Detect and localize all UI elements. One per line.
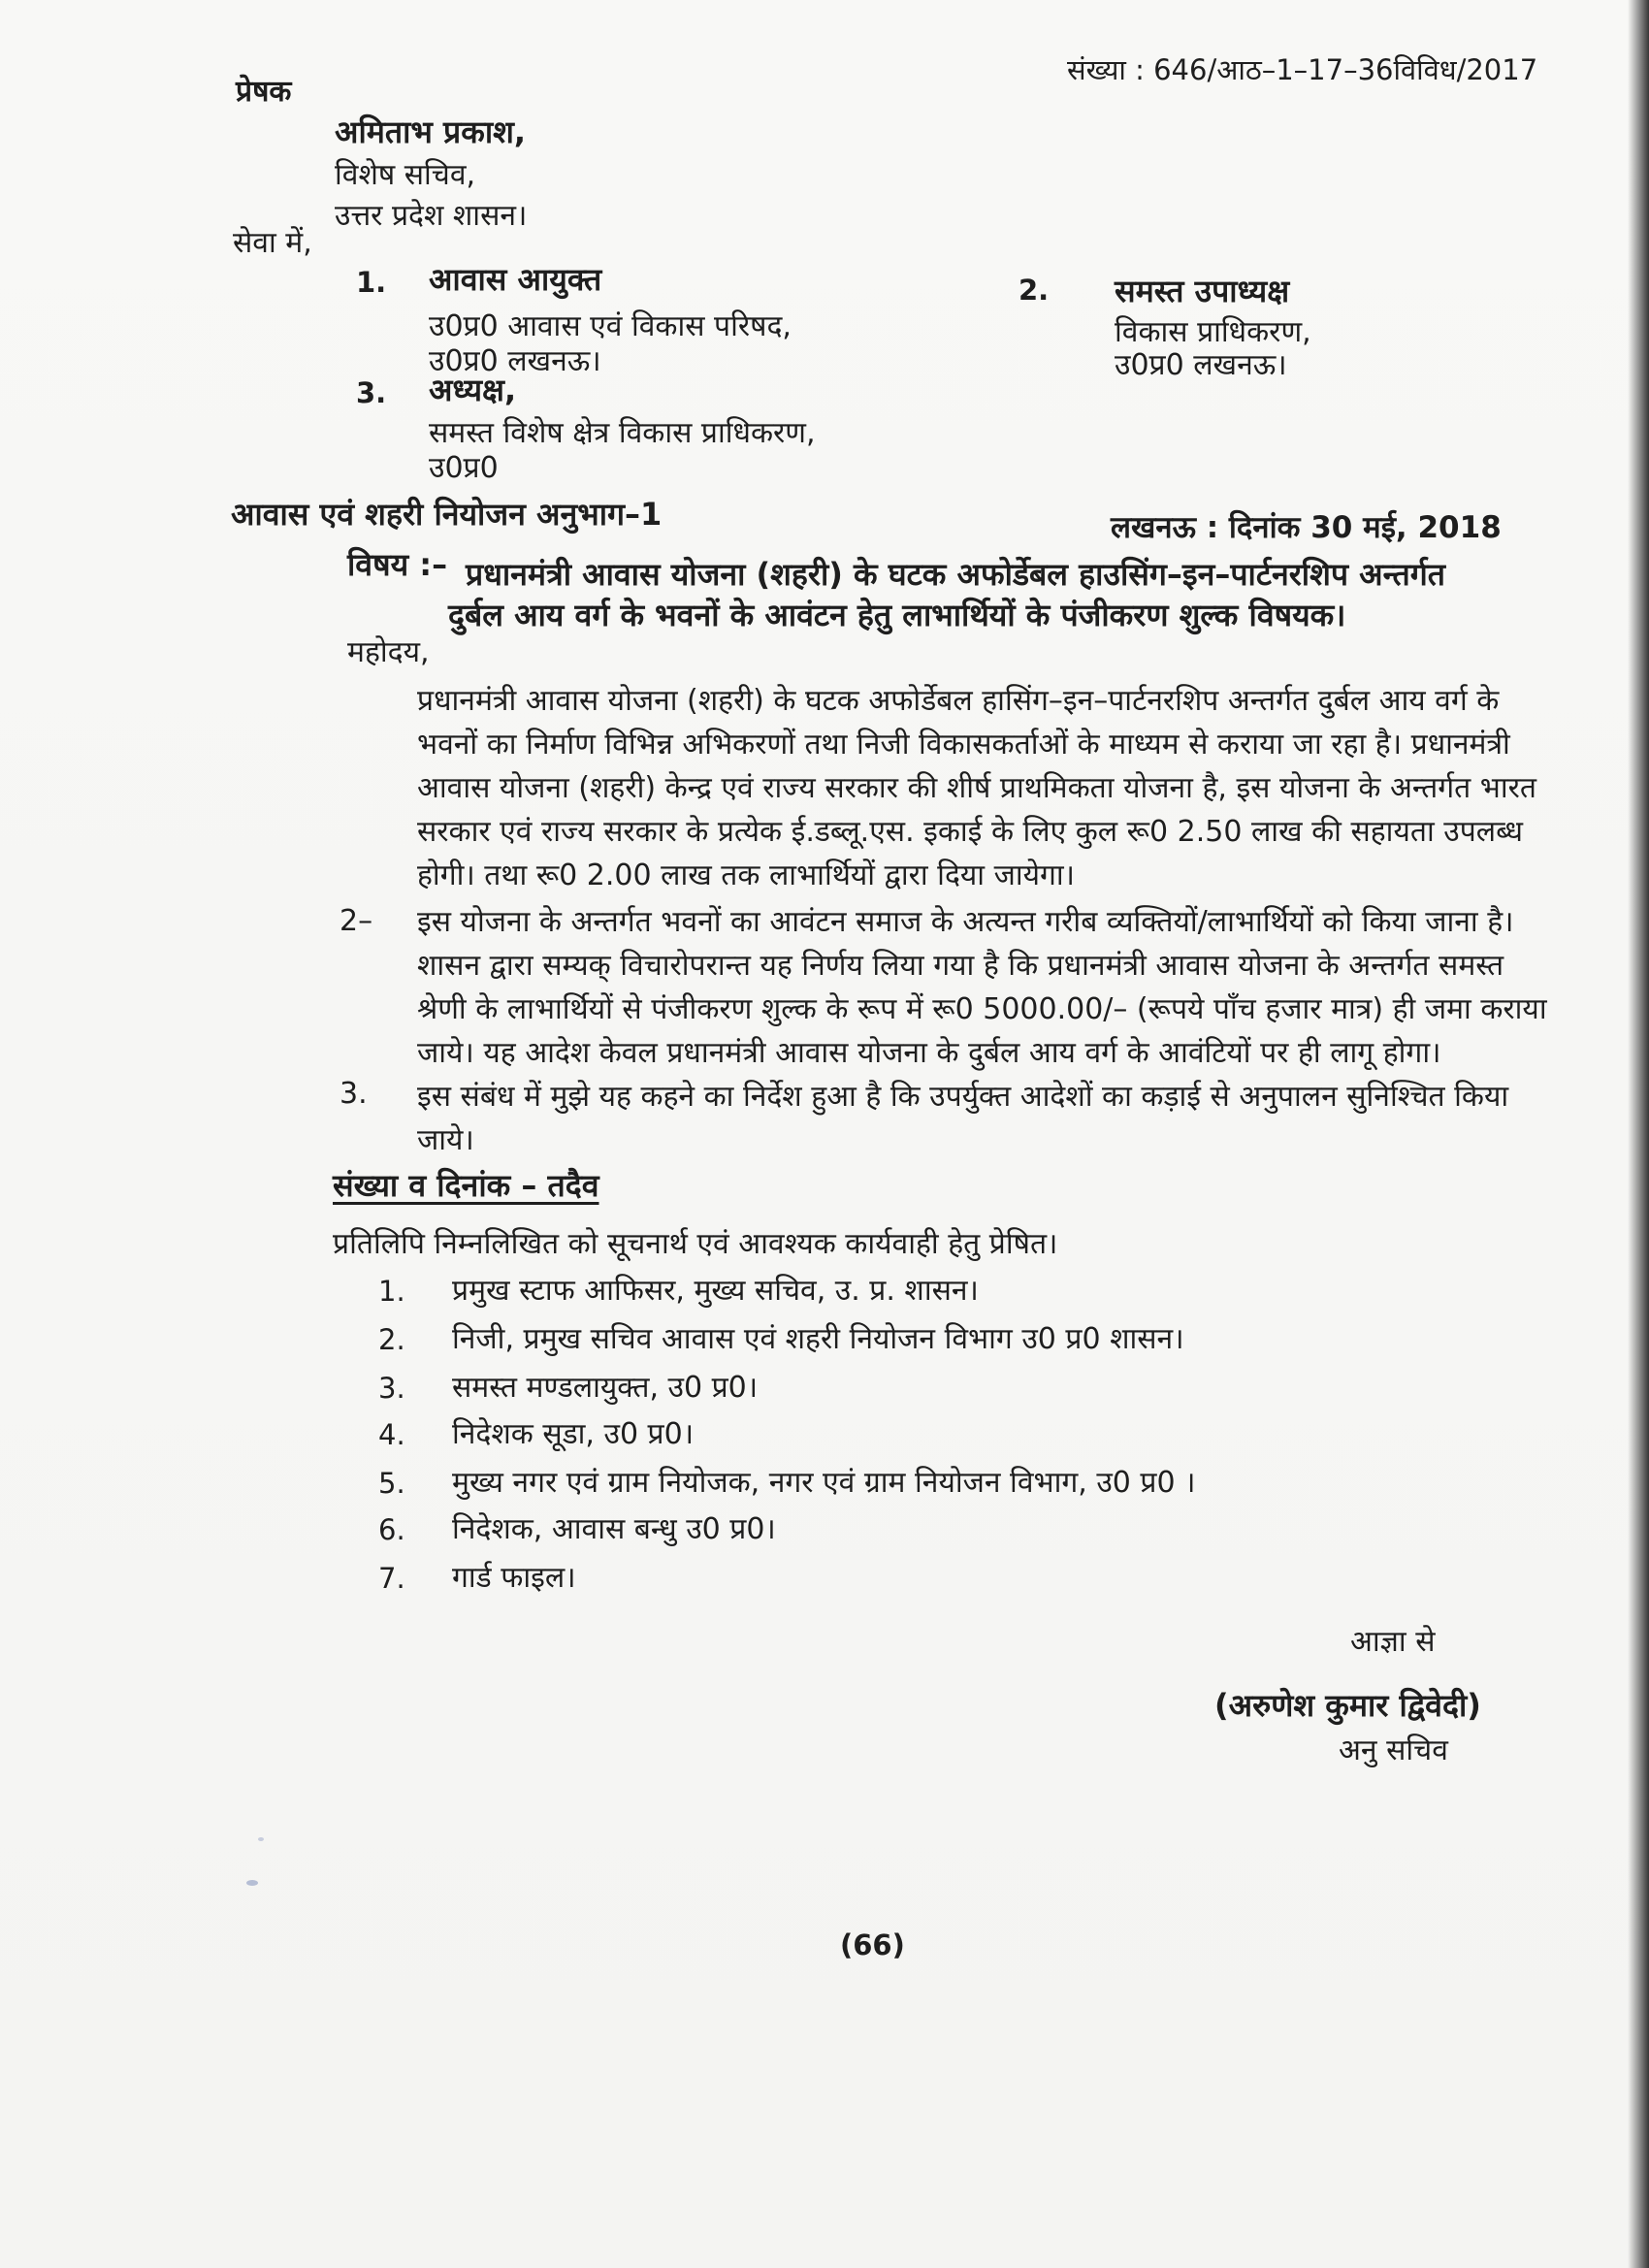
paragraph-2-number: 2–: [340, 904, 373, 938]
copy-item-3-number: 3.: [378, 1372, 405, 1405]
section-name: आवास एवं शहरी नियोजन अनुभाग–1: [231, 496, 663, 533]
paragraph-3-number: 3.: [340, 1077, 368, 1111]
copy-item-7-number: 7.: [378, 1562, 405, 1595]
recipient-3-title: अध्यक्ष,: [429, 372, 517, 408]
paragraph-3-line: जाये।: [417, 1123, 474, 1157]
paragraph-1-line: आवास योजना (शहरी) केन्द्र एवं राज्य सरकार की शीर्ष प्राथमिकता योजना है, इस योजना के अन्तर्गत भारत: [417, 771, 1536, 805]
recipient-1-line1: उ0प्र0 आवास एवं विकास परिषद,: [429, 309, 792, 343]
reference-number: संख्या : 646/आठ–1–17–36विविध/2017: [1067, 53, 1538, 86]
recipient-2-line2: उ0प्र0 लखनऊ।: [1115, 348, 1287, 382]
scan-edge-shadow: [1628, 0, 1649, 2268]
paragraph-3: [417, 1075, 1547, 1162]
copy-intro: प्रतिलिपि निम्नलिखित को सूचनार्थ एवं आवश्यक कार्यवाही हेतु प्रेषित।: [333, 1227, 1058, 1261]
recipient-3-number: 3.: [356, 376, 387, 409]
recipient-2-number: 2.: [1018, 274, 1050, 307]
paragraph-1-line: भवनों का निर्माण विभिन्न अभिकरणों तथा निजी विकासकर्ताओं के माध्यम से कराया जा रहा है। प्रधानमंत्री: [417, 728, 1510, 761]
paragraph-3-line: इस संबंध में मुझे यह कहने का निर्देश हुआ है कि उपर्युक्त आदेशों का कड़ाई से अनुपालन सुनिश्चित किया: [417, 1080, 1509, 1114]
recipient-2-title: समस्त उपाध्यक्ष: [1115, 273, 1290, 309]
salutation: महोदय,: [347, 635, 430, 669]
scan-speck: [258, 1837, 264, 1841]
scan-speck: [246, 1880, 258, 1886]
recipient-3-line2: उ0प्र0: [429, 451, 499, 485]
signatory-designation: अनु सचिव: [1339, 1733, 1448, 1767]
subject-line-1: प्रधानमंत्री आवास योजना (शहरी) के घटक अफोर्डेबल हाउसिंग–इन–पार्टनरशिप अन्तर्गत: [466, 556, 1445, 593]
recipient-3-line1: समस्त विशेष क्षेत्र विकास प्राधिकरण,: [429, 416, 816, 450]
recipient-2-line1: विकास प्राधिकरण,: [1115, 315, 1311, 349]
by-order-text: आज्ञा से: [1350, 1625, 1436, 1659]
sender-office: उत्तर प्रदेश शासन।: [335, 199, 528, 233]
copy-item-4-number: 4.: [378, 1418, 405, 1451]
to-label: सेवा में,: [233, 226, 312, 260]
paragraph-2-line: श्रेणी के लाभार्थियों से पंजीकरण शुल्क के रूप में रू0 5000.00/– (रूपये पाँच हजार मात्र) ही जमा कराया: [417, 992, 1547, 1026]
paragraph-1-line: होगी। तथा रू0 2.00 लाख तक लाभार्थियों द्वारा दिया जायेगा।: [417, 859, 1076, 892]
paragraph-1: [417, 679, 1547, 897]
page-number: (66): [840, 1928, 905, 1961]
sender-designation: विशेष सचिव,: [335, 158, 476, 192]
copy-item-3: समस्त मण्डलायुक्त, उ0 प्र0।: [452, 1371, 759, 1405]
paragraph-1-line: सरकार एवं राज्य सरकार के प्रत्येक ई.डब्लू.एस. इकाई के लिए कुल रू0 2.50 लाख की सहायता उपलब्ध: [417, 815, 1523, 849]
paragraph-1-line: प्रधानमंत्री आवास योजना (शहरी) के घटक अफोर्डेबल हासिंग–इन–पार्टनरशिप अन्तर्गत दुर्बल आय वर्ग के: [417, 684, 1500, 718]
sender-label: प्रेषक: [236, 75, 292, 109]
copy-item-2-number: 2.: [378, 1323, 405, 1356]
copy-item-6: निदेशक, आवास बन्धु उ0 प्र0।: [452, 1512, 776, 1546]
copy-heading: संख्या व दिनांक – तदैव: [333, 1167, 599, 1204]
recipient-1-line2: उ0प्र0 लखनऊ।: [429, 344, 601, 378]
copy-item-6-number: 6.: [378, 1513, 405, 1546]
date-line: लखनऊ : दिनांक 30 मई, 2018: [1111, 510, 1502, 545]
paragraph-2-line: जाये। यह आदेश केवल प्रधानमंत्री आवास योजना के दुर्बल आय वर्ग के आवंटियों पर ही लागू होगा।: [417, 1036, 1441, 1070]
copy-item-2: निजी, प्रमुख सचिव आवास एवं शहरी नियोजन विभाग उ0 प्र0 शासन।: [452, 1322, 1184, 1356]
subject-label: विषय :–: [347, 546, 448, 583]
copy-item-1: प्रमुख स्टाफ आफिसर, मुख्य सचिव, उ. प्र. शासन।: [452, 1274, 979, 1308]
copy-item-1-number: 1.: [378, 1275, 405, 1308]
paragraph-2: [417, 900, 1547, 1075]
copy-item-7: गार्ड फाइल।: [452, 1561, 576, 1595]
signatory-name: (अरुणेश कुमार द्विवेदी): [1214, 1687, 1481, 1724]
paragraph-2-line: शासन द्वारा सम्यक् विचारोपरान्त यह निर्णय लिया गया है कि प्रधानमंत्री आवास योजना के अन्तर्गत समस्त: [417, 949, 1504, 983]
copy-item-4: निदेशक सूडा, उ0 प्र0।: [452, 1417, 695, 1451]
sender-name: अमिताभ प्रकाश,: [335, 113, 527, 150]
recipient-1-title: आवास आयुक्त: [429, 261, 602, 298]
subject-line-2: दुर्बल आय वर्ग के भवनों के आवंटन हेतु लाभार्थियों के पंजीकरण शुल्क विषयक।: [448, 597, 1346, 633]
recipient-1-number: 1.: [356, 266, 387, 299]
copy-item-5: मुख्य नगर एवं ग्राम नियोजक, नगर एवं ग्राम नियोजन विभाग, उ0 प्र0 ।: [452, 1466, 1196, 1500]
paragraph-2-line: इस योजना के अन्तर्गत भवनों का आवंटन समाज के अत्यन्त गरीब व्यक्तियों/लाभार्थियों को किया जाना है।: [417, 905, 1514, 939]
copy-item-5-number: 5.: [378, 1467, 405, 1500]
